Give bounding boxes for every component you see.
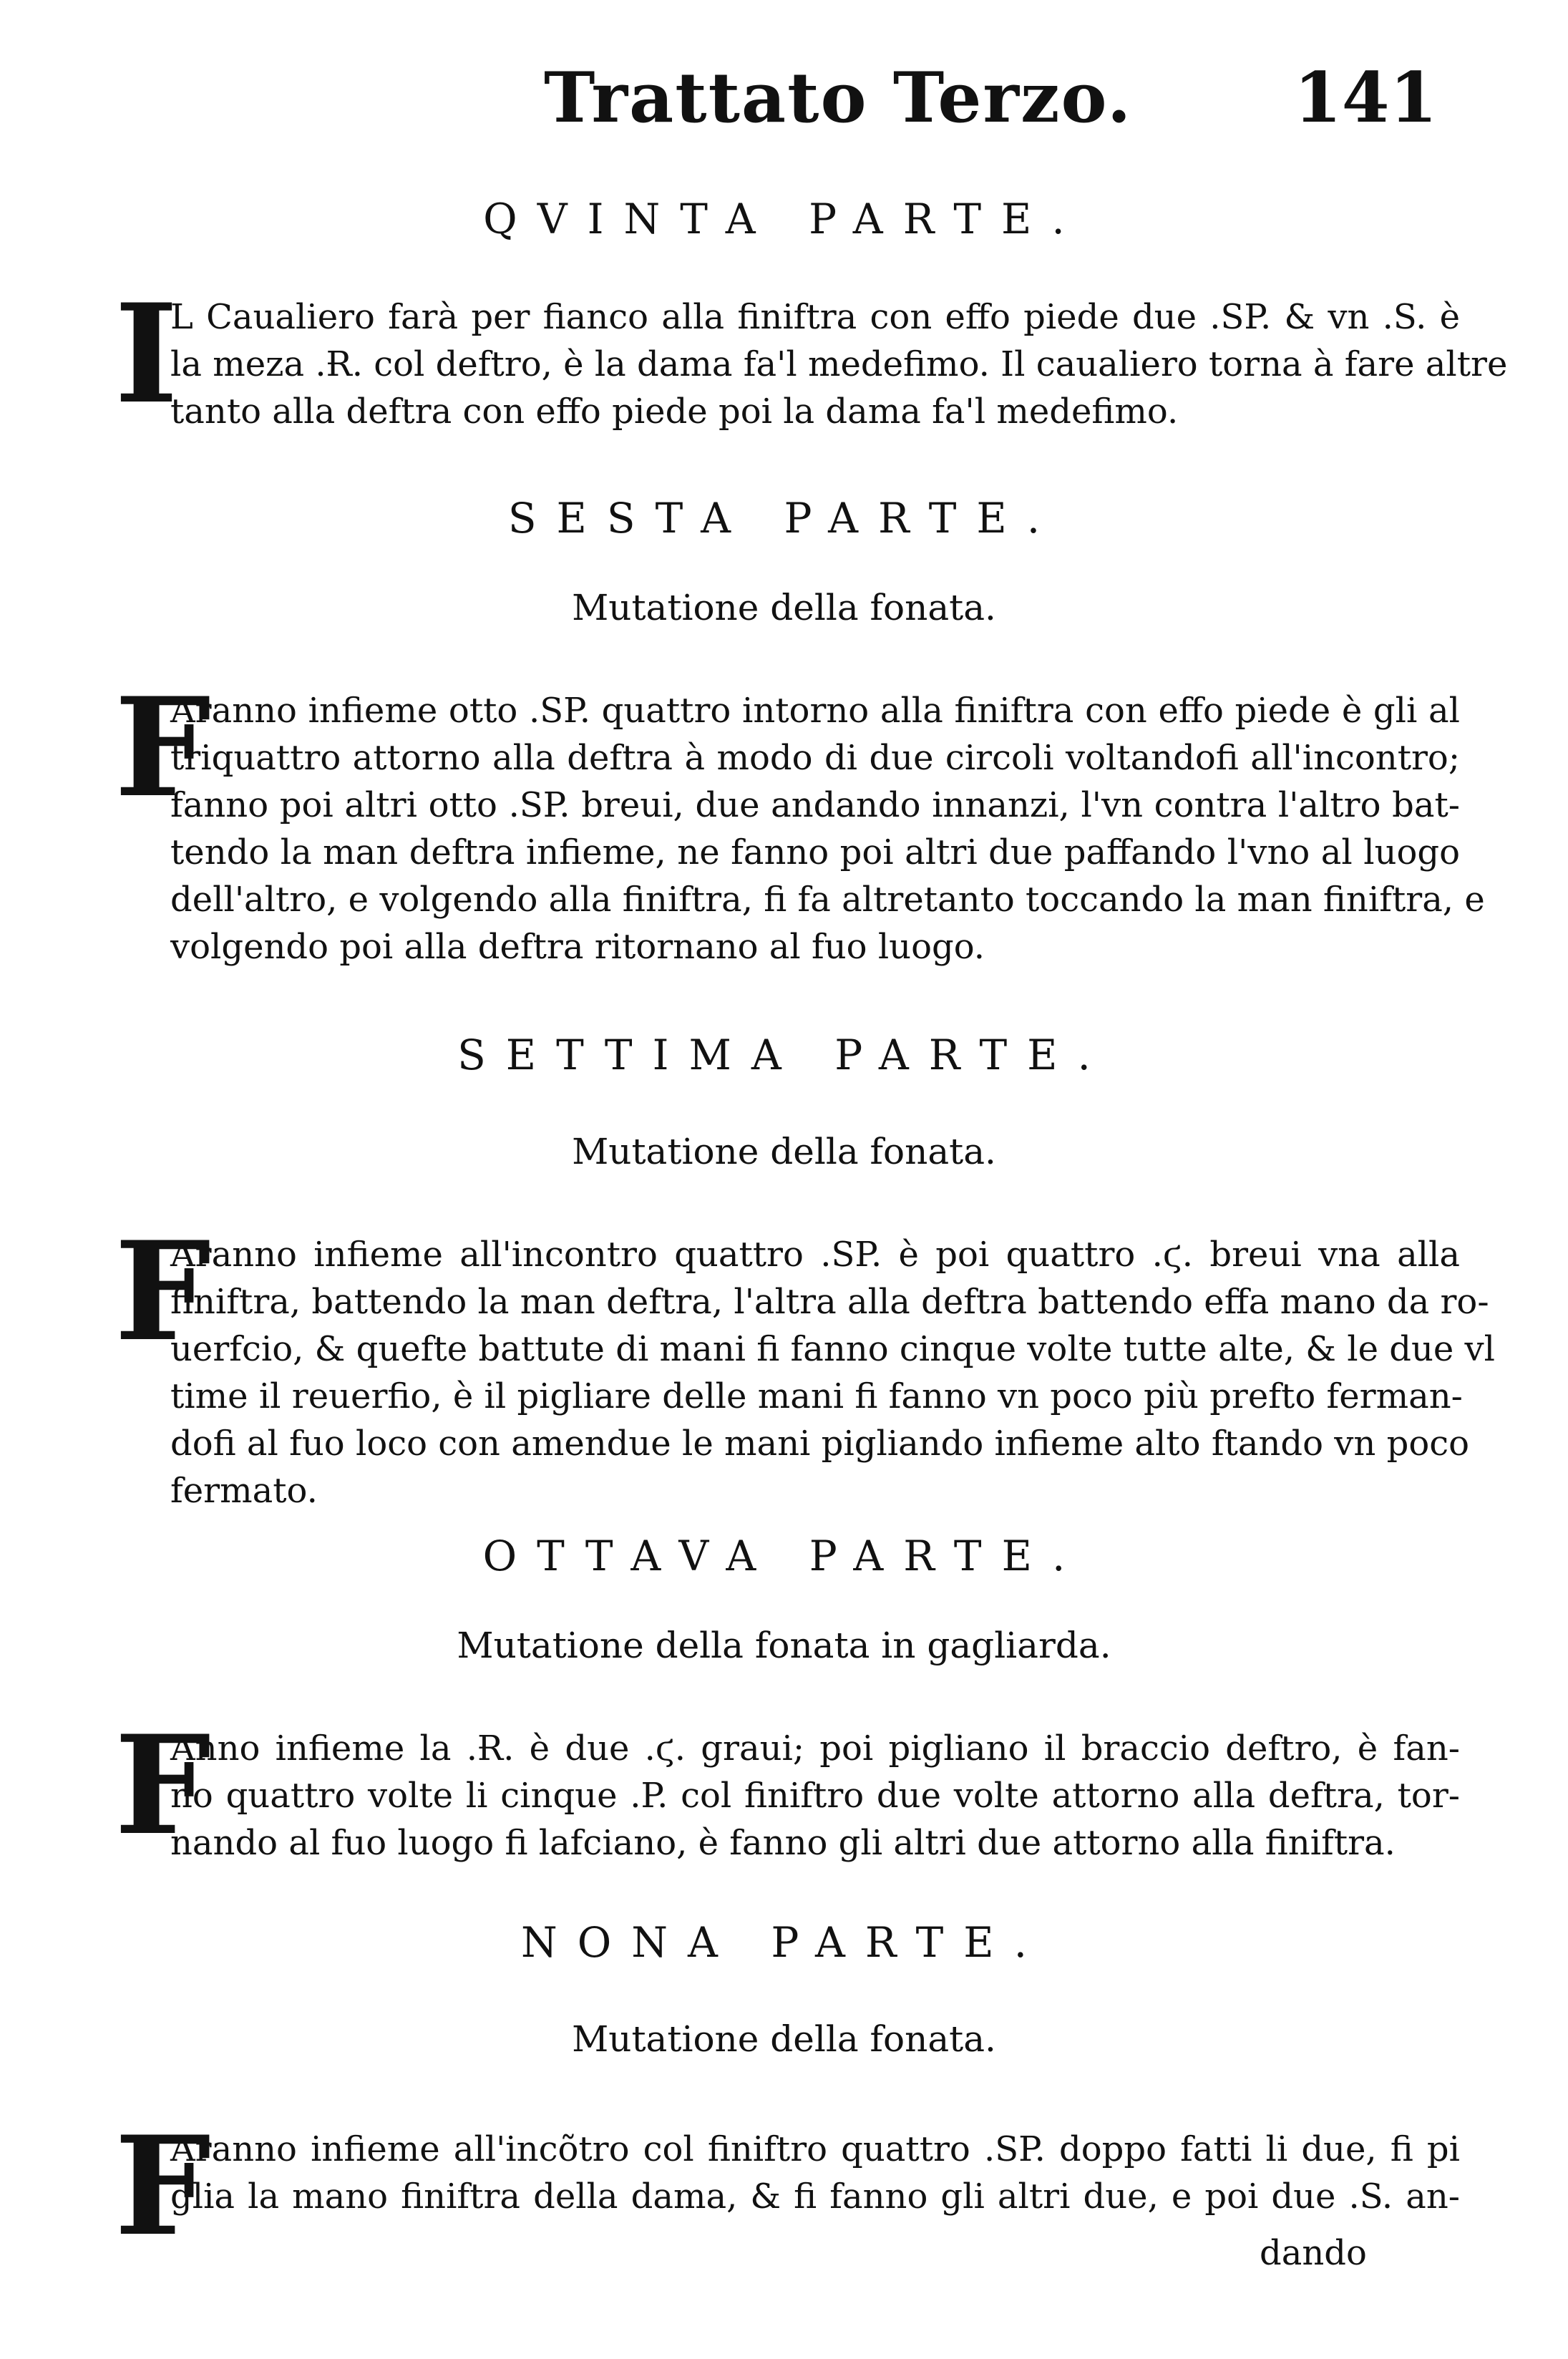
- drop-cap: F: [115, 2106, 211, 2266]
- text-line: dofi al fuo loco con amendue le mani pigliando infieme alto ftando vn poco: [170, 1424, 1469, 1464]
- paragraph-quinta: [115, 274, 1508, 435]
- paragraph-settima: [115, 1212, 1496, 1514]
- text-line: tanto alla deftra con effo piede poi la dama fa'l medefimo.: [170, 391, 1179, 432]
- paragraph-text: [170, 1725, 1460, 1867]
- text-line: fanno poi altri otto .SP. breui, due andando innanzi, l'vn contra l'altro bat-: [170, 785, 1460, 825]
- paragraph-text: [170, 2126, 1460, 2220]
- text-line: L Caualiero farà per fianco alla finiftra con effo piede due .SP. & vn .S. è: [170, 297, 1460, 337]
- drop-cap: F: [115, 1706, 211, 1865]
- paragraph-sesta: [115, 668, 1485, 971]
- section-heading-sesta: SESTA PARTE.: [507, 494, 1061, 543]
- catchword: dando: [1260, 2233, 1367, 2273]
- text-line: volgendo poi alla deftra ritornano al fuo luogo.: [170, 927, 985, 967]
- running-head: [0, 57, 1568, 157]
- text-line: Aranno infieme all'incõtro col finiftro quattro .SP. doppo fatti li due, fi pi: [170, 2129, 1460, 2169]
- running-title: Trattato Terzo.: [544, 57, 1133, 138]
- page-number: 141: [1294, 57, 1438, 138]
- section-heading-quinta: QVINTA PARTE.: [483, 195, 1085, 243]
- text-line: Aranno infieme otto .SP. quattro intorno alla finiftra con effo piede è gli al: [170, 691, 1460, 731]
- section-heading-settima: SETTIMA PARTE.: [457, 1031, 1111, 1079]
- text-line: uerfcio, & quefte battute di mani fi fanno cinque volte tutte alte, & le due vl: [170, 1329, 1496, 1369]
- drop-cap: I: [115, 274, 178, 434]
- text-line: dell'altro, e volgendo alla finiftra, fi fa altretanto toccando la man finiftra, e: [170, 880, 1485, 920]
- text-line: la meza .Ɍ. col deftro, è la dama fa'l medefimo. Il caualiero torna à fare altre: [170, 344, 1508, 384]
- text-line: Aranno infieme all'incontro quattro .SP. è poi quattro .ϛ. breui vna alla: [170, 1235, 1460, 1275]
- text-line: tendo la man deftra infieme, ne fanno poi altri due paffando l'vno al luogo: [170, 832, 1460, 872]
- section-subheading-nona: Mutatione della fonata.: [572, 2018, 996, 2060]
- text-line: triquattro attorno alla deftra à modo di due circoli voltandofi all'incontro;: [170, 738, 1460, 778]
- section-subheading-settima: Mutatione della fonata.: [572, 1131, 996, 1172]
- paragraph-text: [170, 687, 1485, 971]
- section-subheading-sesta: Mutatione della fonata.: [572, 587, 996, 628]
- section-subheading-ottava: Mutatione della fonata in gagliarda.: [457, 1625, 1111, 1666]
- section-heading-nona: NONA PARTE.: [520, 1918, 1048, 1967]
- section-heading-ottava: OTTAVA PARTE.: [482, 1532, 1086, 1580]
- text-line: finiftra, battendo la man deftra, l'altra alla deftra battendo effa mano da ro-: [170, 1282, 1489, 1322]
- text-line: glia la mano finiftra della dama, & fi fanno gli altri due, e poi due .S. an-: [170, 2176, 1460, 2217]
- text-line: Anno infieme la .Ɍ. è due .ϛ. graui; poi pigliano il braccio deftro, è fan-: [170, 1728, 1460, 1769]
- text-line: nando al fuo luogo fi lafciano, è fanno gli altri due attorno alla finiftra.: [170, 1823, 1396, 1863]
- text-line: time il reuerfio, è il pigliare delle mani fi fanno vn poco più prefto ferman-: [170, 1376, 1463, 1416]
- paragraph-text: [170, 1231, 1496, 1514]
- text-line: no quattro volte li cinque .P. col finiftro due volte attorno alla deftra, tor-: [170, 1776, 1460, 1816]
- drop-cap: F: [115, 668, 211, 827]
- text-line: fermato.: [170, 1471, 318, 1511]
- drop-cap: F: [115, 1212, 211, 1371]
- paragraph-text: [170, 293, 1508, 435]
- paragraph-ottava: [115, 1706, 1460, 1867]
